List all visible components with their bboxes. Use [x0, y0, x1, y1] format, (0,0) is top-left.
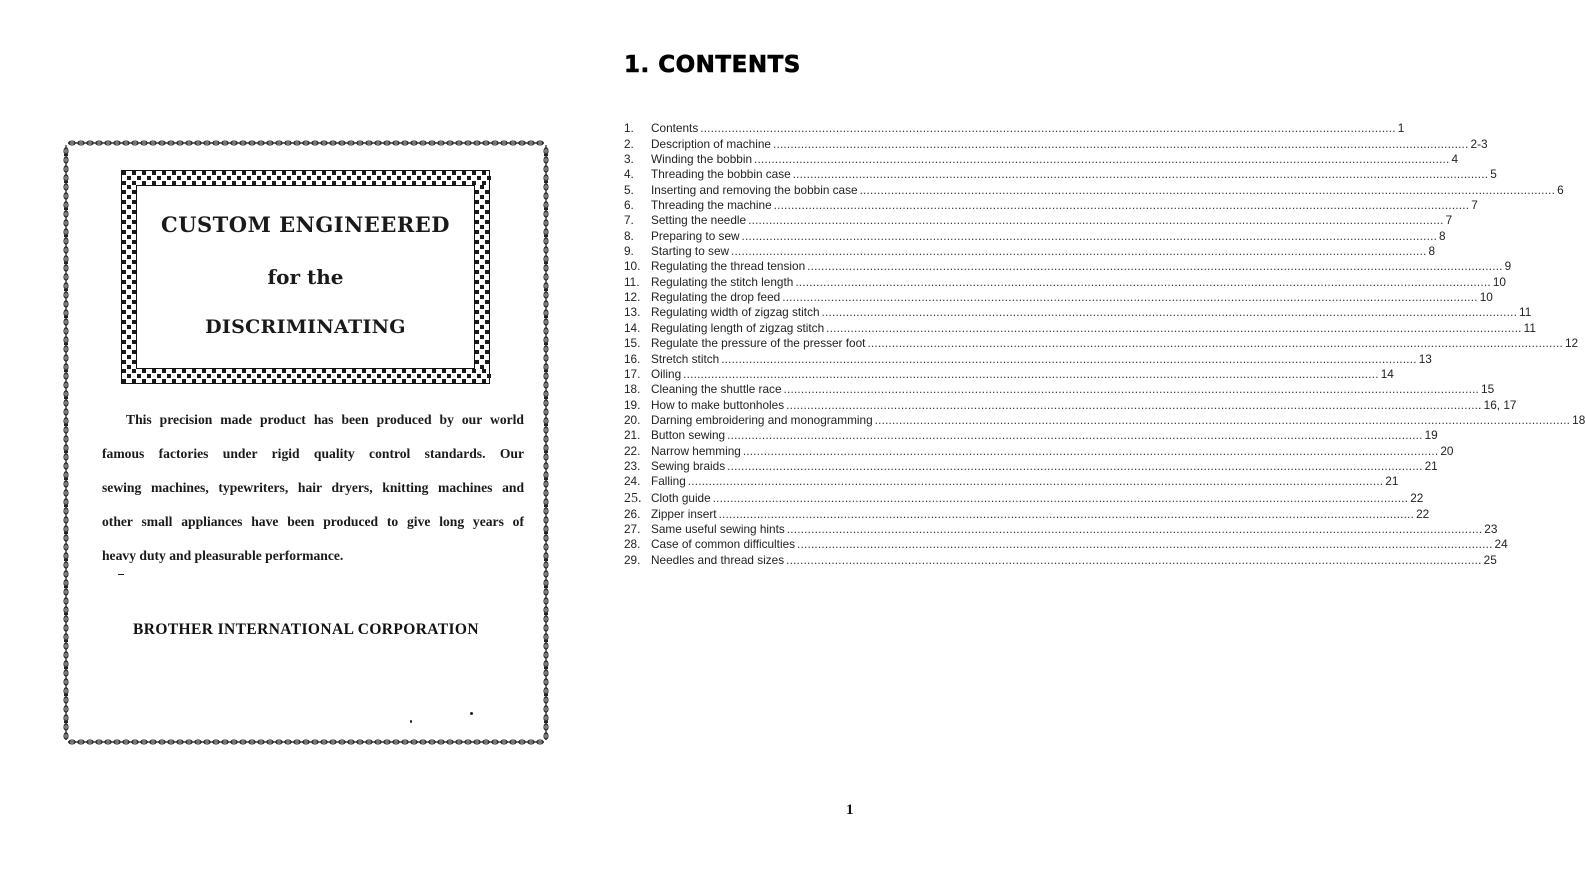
toc-entry-title: Threading the machine: [651, 198, 772, 213]
toc-entry-title: Needles and thread sizes: [651, 552, 785, 567]
toc-entry-number: 4.: [624, 167, 634, 182]
table-of-contents: [624, 120, 1585, 567]
cover-paragraph: [102, 403, 524, 573]
toc-leader-dots: ........................................................................................................................................................................................................: [786, 521, 1483, 536]
toc-entry: [624, 304, 1532, 320]
toc-entry: [624, 521, 1498, 536]
toc-entry: [624, 350, 1432, 366]
toc-entry-page: 23: [1484, 521, 1498, 536]
toc-entry-number: 9.: [624, 244, 634, 259]
toc-entry: [624, 396, 1517, 412]
toc-entry-title: Same useful sewing hints: [651, 521, 785, 536]
toc-leader-dots: ........................................................................................................................................................................................................: [731, 244, 1427, 259]
toc-entry-title: Stretch stitch: [651, 351, 720, 366]
cover-paragraph-line: sewing machines, typewriters, hair dryers, knitting machines and: [102, 480, 524, 495]
toc-entry-page: 19: [1424, 428, 1438, 443]
toc-entry-page: 11: [1523, 320, 1536, 335]
toc-entry-number: 11.: [624, 274, 640, 289]
contents-heading: 1. CONTENTS: [624, 52, 801, 78]
toc-entry-page: 11: [1519, 305, 1532, 320]
toc-entry: [624, 289, 1493, 305]
scan-speck: [410, 720, 412, 723]
toc-entry-number: 19.: [624, 397, 641, 412]
toc-entry-number: 2.: [624, 136, 634, 151]
toc-entry-title: Cleaning the shuttle race: [651, 382, 782, 397]
toc-entry: [624, 319, 1536, 335]
toc-entry: [624, 120, 1405, 136]
toc-entry-title: Regulating length of zigzag stitch: [651, 320, 825, 335]
toc-entry-number: 27.: [624, 521, 641, 536]
headline-for-the: for the: [267, 265, 344, 289]
toc-entry-number: 6.: [624, 198, 634, 213]
cover-paragraph-line: famous factories under rigid quality control standards. Our: [102, 446, 524, 461]
toc-entry-title: Sewing braids: [651, 458, 726, 473]
cover-paragraph-line: This precision made product has been produced by our world: [126, 412, 524, 427]
toc-entry: [624, 488, 1424, 507]
toc-entry-page: 22: [1410, 491, 1424, 506]
toc-entry-number: 26.: [624, 506, 641, 521]
toc-entry-page: 24: [1494, 537, 1508, 552]
toc-entry-page: 15: [1481, 382, 1495, 397]
toc-leader-dots: ........................................................................................................................................................................................................: [748, 213, 1444, 228]
toc-entry-title: Inserting and removing the bobbin case: [651, 182, 858, 197]
toc-entry-number: 13.: [624, 305, 641, 320]
toc-entry-number: 3.: [624, 152, 634, 167]
toc-entry-page: 1: [1397, 121, 1405, 136]
toc-entry-page: 25: [1483, 552, 1497, 567]
toc-leader-dots: ........................................................................................................................................................................................................: [727, 428, 1423, 443]
toc-entry: [624, 505, 1430, 521]
toc-leader-dots: ........................................................................................................................................................................................................: [727, 458, 1423, 473]
toc-entry: [624, 473, 1399, 489]
toc-leader-dots: ........................................................................................................................................................................................................: [792, 167, 1489, 182]
scan-speck: [470, 712, 473, 715]
toc-entry-number: 15.: [624, 336, 641, 351]
toc-entry-title: Zipper insert: [651, 506, 717, 521]
toc-leader-dots: ........................................................................................................................................................................................................: [712, 491, 1409, 506]
toc-entry-page: 16, 17: [1483, 397, 1517, 412]
toc-entry-page: 2-3: [1470, 136, 1488, 151]
toc-entry-number: 28.: [624, 537, 641, 552]
toc-entry: [624, 273, 1506, 289]
toc-entry-title: Starting to sew: [651, 244, 730, 259]
toc-entry-title: Narrow hemming: [651, 443, 741, 458]
toc-entry: [624, 243, 1436, 259]
cover-paragraph-line: other small appliances have been produced to give long years of: [102, 514, 524, 529]
toc-entry-title: Regulating the thread tension: [651, 259, 806, 274]
toc-entry-page: 8: [1439, 228, 1446, 243]
toc-entry: [624, 442, 1454, 458]
headline-custom-engineered: CUSTOM ENGINEERED: [160, 212, 450, 237]
toc-entry: [624, 227, 1446, 243]
toc-entry-number: 18.: [624, 382, 641, 397]
toc-entry: [624, 427, 1438, 443]
toc-entry-title: Falling: [651, 474, 686, 489]
scan-speck: [118, 574, 124, 575]
toc-leader-dots: ........................................................................................................................................................................................................: [754, 152, 1450, 167]
toc-leader-dots: ........................................................................................................................................................................................................: [797, 537, 1493, 552]
toc-entry-page: 21: [1424, 458, 1438, 473]
toc-leader-dots: ........................................................................................................................................................................................................: [859, 182, 1556, 197]
toc-leader-dots: ........................................................................................................................................................................................................: [786, 552, 1482, 567]
toc-leader-dots: ........................................................................................................................................................................................................: [742, 443, 1439, 458]
toc-leader-dots: ........................................................................................................................................................................................................: [773, 198, 1470, 213]
toc-leader-dots: ........................................................................................................................................................................................................: [700, 121, 1396, 136]
toc-leader-dots: ........................................................................................................................................................................................................: [721, 351, 1417, 366]
toc-entry-page: 7: [1471, 198, 1478, 213]
toc-entry-title: Regulate the pressure of the presser foot: [651, 336, 866, 351]
toc-entry: [624, 536, 1508, 552]
toc-leader-dots: ........................................................................................................................................................................................................: [782, 290, 1478, 305]
toc-entry: [624, 197, 1478, 213]
toc-entry-title: Winding the bobbin: [651, 152, 752, 167]
headline-frame: [121, 170, 490, 384]
toc-entry: [624, 135, 1488, 151]
toc-entry-page: 9: [1504, 259, 1512, 274]
toc-entry-number: 17.: [624, 366, 641, 381]
toc-entry: [624, 381, 1495, 397]
toc-leader-dots: ........................................................................................................................................................................................................: [867, 336, 1563, 351]
toc-entry-title: Description of machine: [651, 136, 771, 151]
toc-entry-title: Threading the bobbin case: [651, 167, 791, 182]
toc-entry-number: 20.: [624, 412, 641, 427]
toc-entry-page: 18: [1572, 412, 1585, 427]
toc-entry: [624, 151, 1459, 167]
toc-entry-title: Setting the needle: [651, 213, 747, 228]
company-name: BROTHER INTERNATIONAL CORPORATION: [133, 621, 479, 638]
toc-entry-page: 7: [1445, 213, 1453, 228]
toc-entry-title: Regulating the stitch length: [651, 274, 794, 289]
toc-leader-dots: ........................................................................................................................................................................................................: [874, 412, 1571, 427]
cover-page: [62, 137, 550, 746]
toc-entry: [624, 366, 1394, 381]
toc-entry-title: How to make buttonholes: [651, 397, 785, 412]
toc-entry-page: 21: [1385, 474, 1399, 489]
cover-paragraph-line: heavy duty and pleasurable performance.: [102, 548, 344, 563]
toc-entry-title: Oiling: [651, 366, 682, 381]
toc-entry-number: 21.: [624, 428, 641, 443]
toc-entry-title: Regulating width of zigzag stitch: [651, 305, 820, 320]
toc-leader-dots: ........................................................................................................................................................................................................: [786, 397, 1482, 412]
toc-entry: [624, 181, 1564, 197]
toc-entry-page: 22: [1416, 506, 1430, 521]
toc-entry-number: 10.: [624, 259, 641, 274]
toc-leader-dots: ........................................................................................................................................................................................................: [826, 320, 1522, 335]
toc-entry-page: 20: [1440, 443, 1454, 458]
toc-entry-title: Darning embroidering and monogramming: [651, 412, 873, 427]
headline-discriminating: DISCRIMINATING: [205, 316, 406, 338]
toc-entry-number: 12.: [624, 290, 641, 305]
toc-entry-page: 5: [1490, 167, 1497, 182]
toc-entry-title: Button sewing: [651, 428, 726, 443]
toc-entry: [624, 258, 1512, 274]
toc-entry-number: 1.: [624, 121, 634, 136]
toc-entry: [624, 166, 1497, 182]
toc-entry-number: 8.: [624, 228, 634, 243]
toc-entry-page: 6: [1557, 182, 1564, 197]
toc-entry-page: 8: [1428, 244, 1436, 259]
toc-entry-number: 29.: [624, 552, 641, 567]
toc-entry-number: 24.: [624, 474, 641, 489]
toc-entry: [624, 335, 1579, 351]
toc-entry-title: Preparing to sew: [651, 228, 740, 243]
toc-entry-title: Regulating the drop feed: [651, 290, 781, 305]
toc-entry: [624, 551, 1497, 567]
toc-entry: [624, 412, 1585, 427]
toc-leader-dots: ........................................................................................................................................................................................................: [741, 228, 1438, 243]
toc-leader-dots: ........................................................................................................................................................................................................: [795, 274, 1491, 289]
toc-entry-title: Case of common difficulties: [651, 537, 796, 552]
toc-leader-dots: ........................................................................................................................................................................................................: [773, 136, 1469, 151]
toc-leader-dots: ........................................................................................................................................................................................................: [683, 366, 1379, 381]
toc-entry-title: Contents: [651, 121, 699, 136]
toc-entry-page: 13: [1418, 351, 1432, 366]
toc-leader-dots: ........................................................................................................................................................................................................: [718, 506, 1415, 521]
toc-entry-number: 16.: [624, 351, 641, 366]
toc-leader-dots: ........................................................................................................................................................................................................: [807, 259, 1503, 274]
toc-entry-number: 22.: [624, 443, 641, 458]
page-number: 1: [846, 802, 854, 818]
toc-entry-number: 25.: [624, 491, 642, 507]
toc-entry-page: 14: [1380, 366, 1394, 381]
toc-entry: [624, 458, 1438, 473]
toc-entry-page: 4: [1451, 152, 1459, 167]
toc-leader-dots: ........................................................................................................................................................................................................: [821, 305, 1518, 320]
toc-entry-page: 10: [1479, 290, 1493, 305]
toc-leader-dots: ........................................................................................................................................................................................................: [687, 474, 1384, 489]
toc-leader-dots: ........................................................................................................................................................................................................: [783, 382, 1480, 397]
toc-entry-page: 12: [1564, 336, 1579, 351]
toc-entry-title: Cloth guide: [651, 491, 711, 506]
toc-entry-number: 14.: [624, 320, 641, 335]
toc-entry: [624, 212, 1453, 228]
toc-entry-number: 5.: [624, 182, 634, 197]
toc-entry-number: 23.: [624, 458, 641, 473]
toc-entry-page: 10: [1492, 274, 1506, 289]
toc-entry-number: 7.: [624, 213, 634, 228]
